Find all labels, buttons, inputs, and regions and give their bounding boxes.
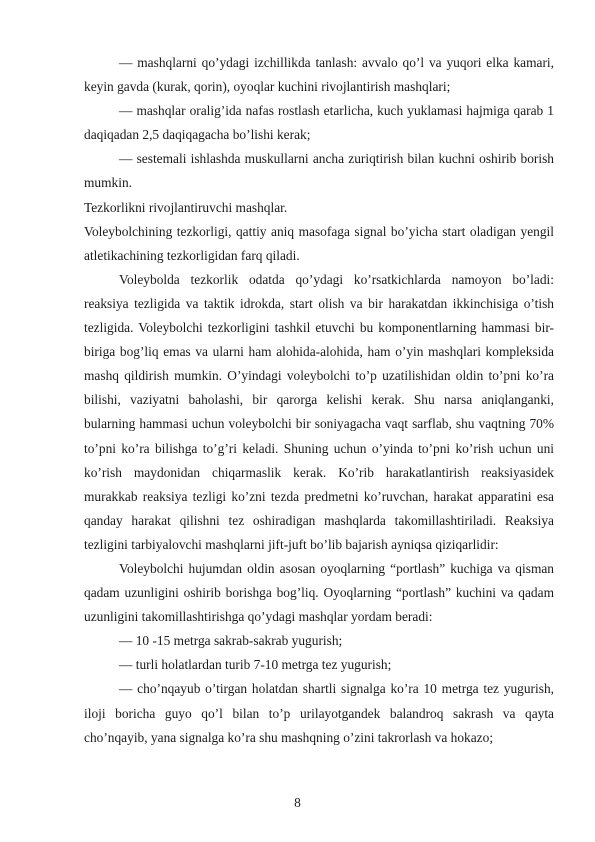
paragraph-explosive-power: Voleybolchi hujumdan oldin asosan oyoqlarning “portlash” kuchiga va qisman qadam uzunligini oshirib borishga bog’liq. Oyoqlarning “portlash” kuchini va qadam uzunligini takomillashtirishga qo’ydagi mashqlar yordam beradi:: [84, 560, 554, 625]
page-number: 8: [294, 795, 301, 810]
list-item-rest-interval: — mashqlar oralig’ida nafas rostlash etarlicha, kuch yuklamasi hajmiga qarab 1 daqiqadan 2,5 daqiqagacha bo’lishi kerak;: [84, 103, 554, 143]
list-item-systematic-work: — sestemali ishlashda muskullarni ancha zuriqtirish bilan kuchni oshirib borish mumkin.: [84, 151, 554, 191]
list-item-exercise-order: — mashqlarni qo’ydagi izchillikda tanlash: avvalo qo’l va yuqori elka kamari, keyin gavda (kurak, qorin), oyoqlar kuchini rivojlantirish mashqlari;: [84, 55, 554, 95]
paragraph-speed-definition: Voleybolchining tezkorligi, qattiy aniq masofaga signal bo’yicha start oladigan yengil atletikachining tezkorligidan farq qiladi.: [84, 223, 554, 263]
paragraph-speed-components: Voleybolda tezkorlik odatda qo’ydagi ko’rsatkichlarda namoyon bo’ladi: reaksiya tezligida va taktik idrokda, start olish va bir harakatdan ikkinchisiga o’tish tezligida. Voleybolchi tezkorligini tashkil etuvchi bu komponentlarning hammasi bir- biriga bog’liq emas va ularni ham alohida-alohida, ham o’yin mashqlari kompleksida mashq qildirish mumkin. O’yindagi voleybolchi to’p uzatilishidan oldin to’pni ko’ra bilishi, vaziyatni baholashi, bir qarorga kelishi kerak. Shu narsa aniqlanganki, bularning hammasi uchun voleybolchi bir soniyagacha vaqt sarflab, shu vaqtning 70% to’pni ko’ra bilishga to’g’ri keladi. Shuning uchun o’yinda to’pni ko’rish uchun uni ko’rish maydonidan chiqarmaslik kerak. Ko’rib harakatlantirish reaksiyasidek murakkab reaksiya tezligi ko’zni tezda predmetni ko’ruvchan, harakat apparatini esa qanday harakat qilishni tez oshiradigan mashqlarda takomillashtiriladi. Reaksiya tezligini tarbiyalovchi mashqlarni jift-juft bo’lib bajarish ayniqsa qiziqarlidir:: [84, 271, 554, 552]
list-item-sprint: — turli holatlardan turib 7-10 metrga tez yugurish;: [119, 657, 392, 673]
list-item-jump-run: — 10 -15 metrga sakrab-sakrab yugurish;: [119, 633, 343, 649]
list-item-squat-signal: — cho’nqayub o’tirgan holatdan shartli signalga ko’ra 10 metrga tez yugurish, iloji boricha guyo qo’l bilan to’p urilayotgandek balandroq sakrash va qayta cho’nqayib, yana signalga ko’ra shu mashqning o’zini takrorlash va hokazo;: [84, 681, 554, 745]
document-body: [84, 51, 554, 750]
section-heading: Tezkorlikni rivojlantiruvchi mashqlar.: [84, 199, 288, 215]
